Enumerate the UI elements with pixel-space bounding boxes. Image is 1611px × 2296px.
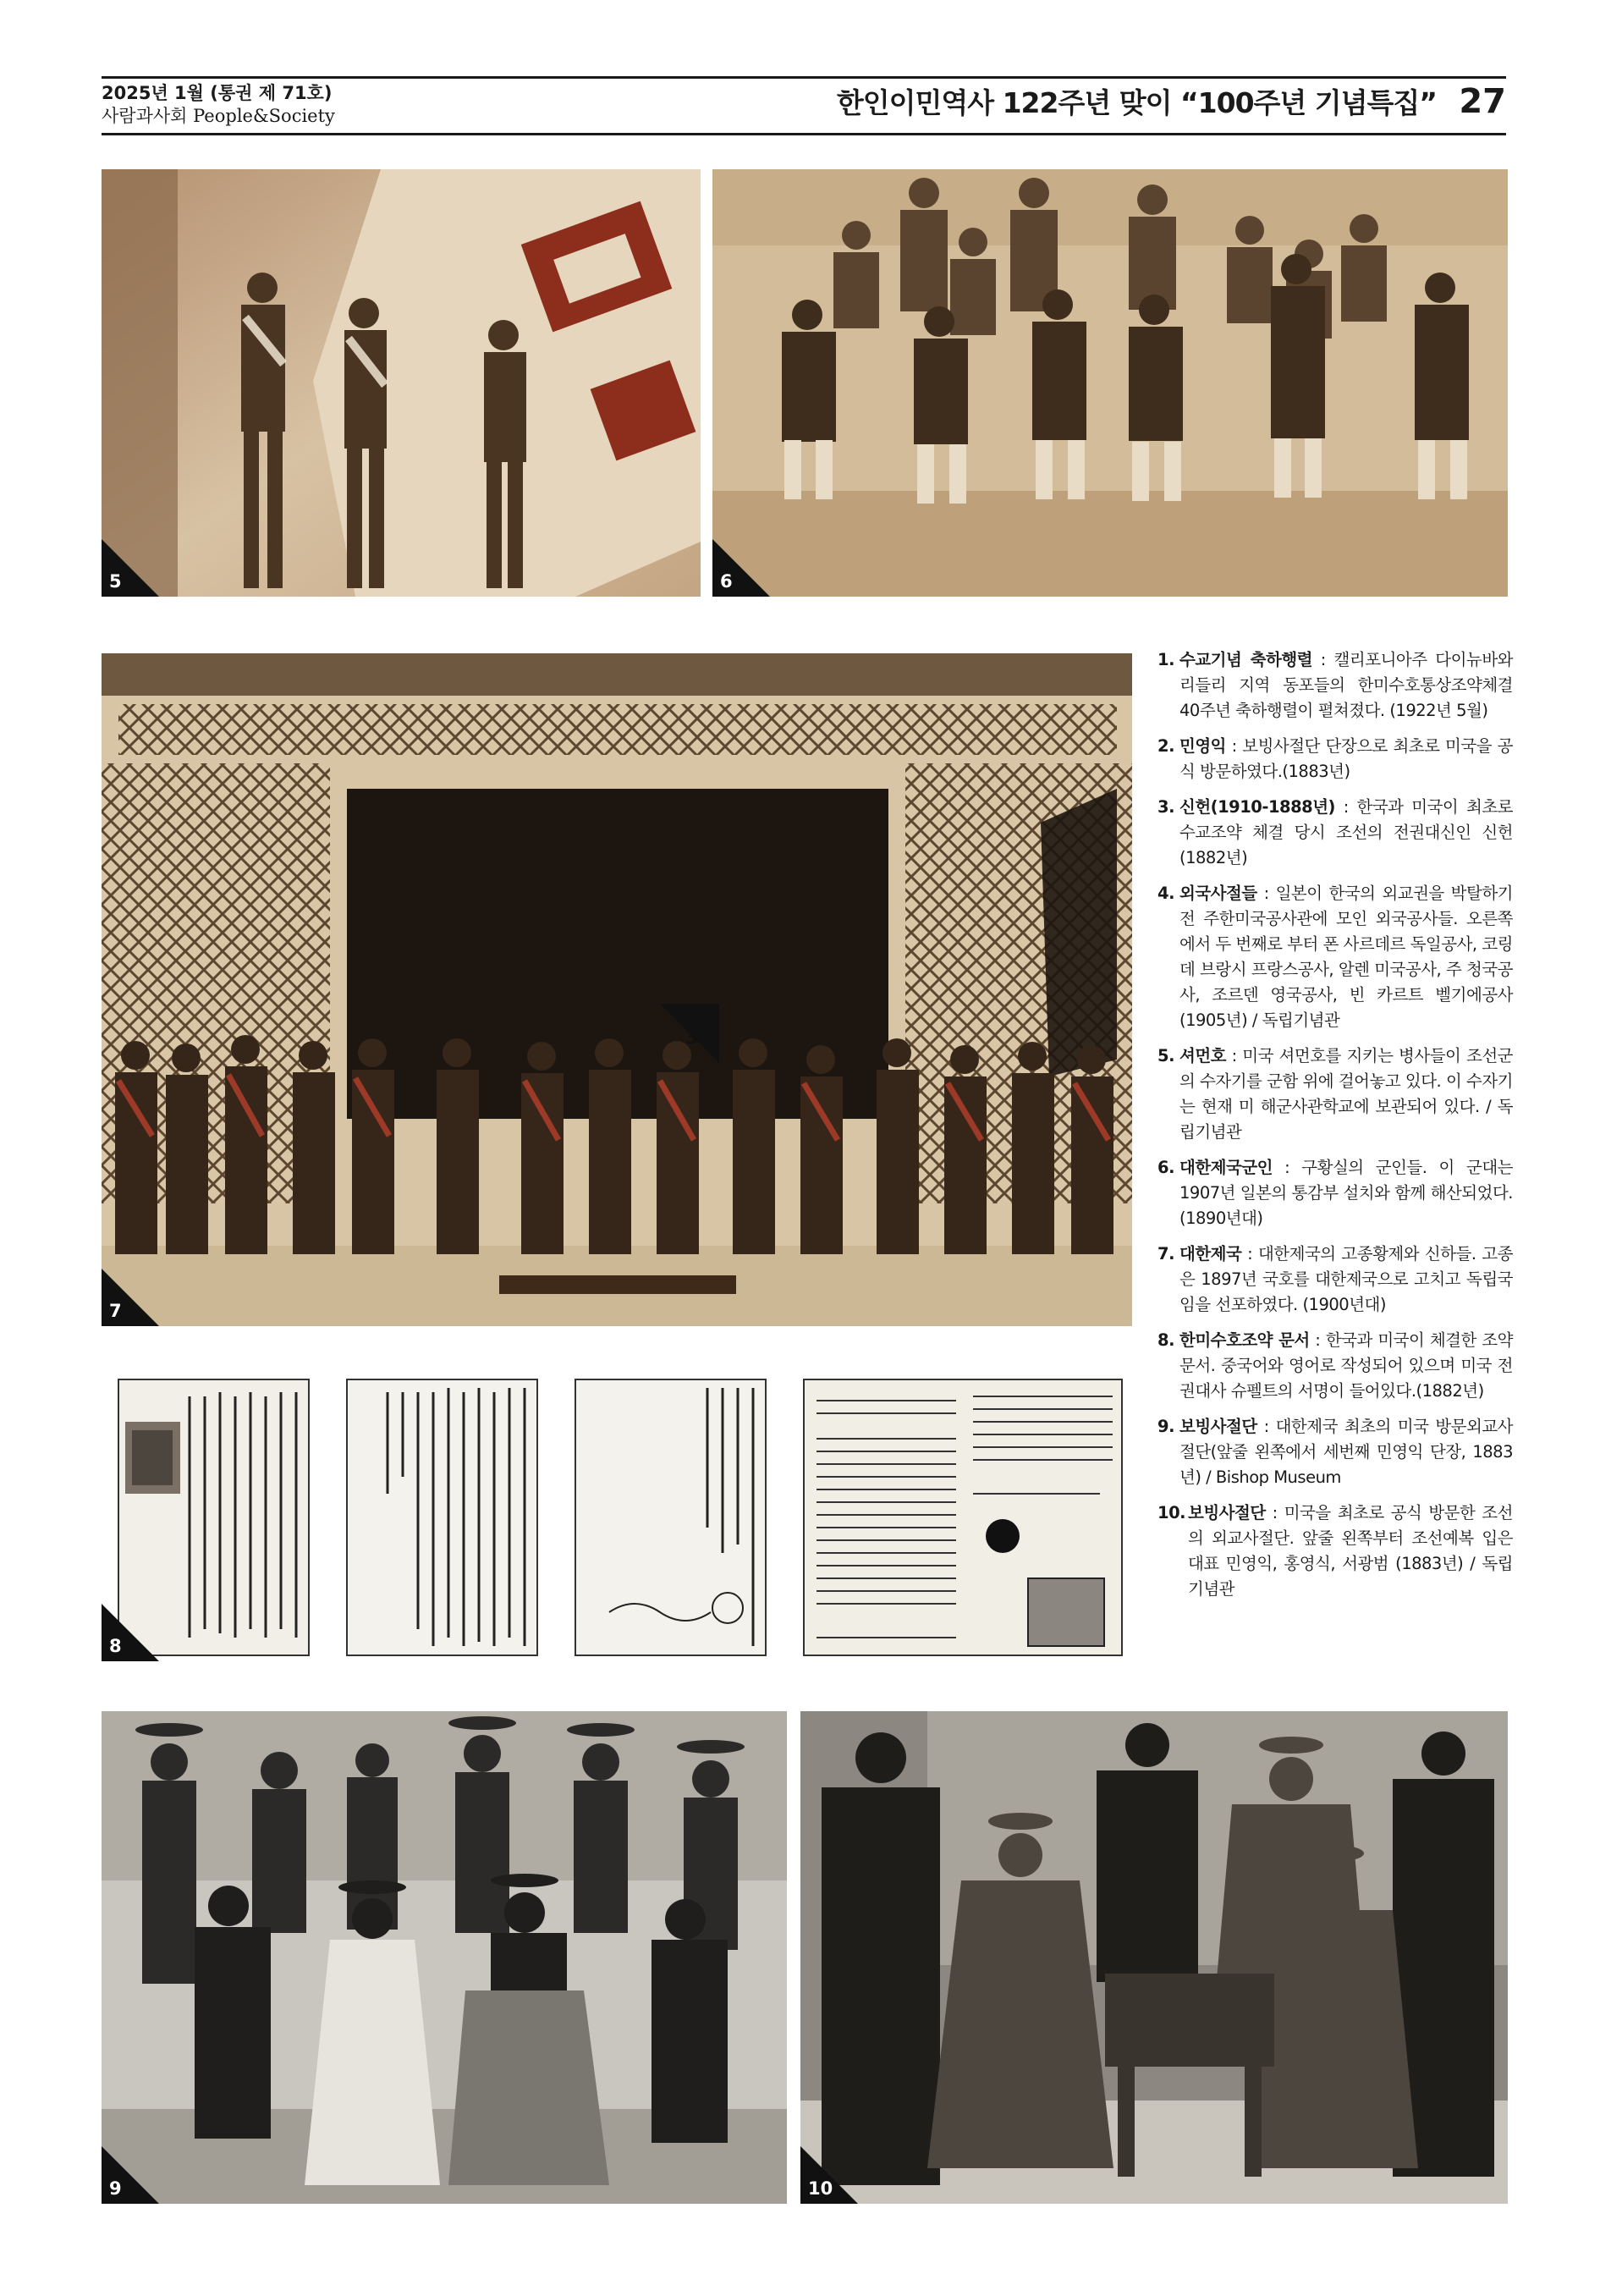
caption-item <box>1157 1242 1513 1318</box>
caption-item <box>1157 647 1513 724</box>
caption-text: : 구황실의 군인들. 이 군대는 1907년 일본의 통감부 설치와 함께 해산되었다. (1890년대) <box>1179 1158 1513 1228</box>
pointer-number: 3 <box>685 1027 699 1049</box>
badge-number: 10 <box>808 2178 833 2199</box>
caption-text: : 보빙사절단 단장으로 최초로 미국을 공식 방문하였다.(1883년) <box>1179 736 1513 781</box>
photo-3-pointer <box>660 1004 719 1063</box>
caption-text: : 캘리포니아주 다이뉴바와 리들리 지역 동포들의 한미수호통상조약체결 40주년 축하행렬이 펼쳐졌다. (1922년 5월) <box>1179 650 1513 720</box>
caption-item <box>1157 1500 1513 1602</box>
photo-8-image <box>102 1375 1132 1661</box>
photo-number-badge <box>712 539 770 597</box>
issue-info: 2025년 1월 (통권 제 71호) <box>102 83 333 103</box>
caption-item <box>1157 1328 1513 1404</box>
caption-body <box>1179 795 1513 871</box>
caption-body <box>1179 1242 1513 1318</box>
caption-number: 10. <box>1157 1503 1186 1522</box>
caption-title: 보빙사절단 <box>1179 1417 1257 1436</box>
badge-number: 9 <box>109 2178 122 2199</box>
photo-treaty-documents <box>102 1375 1132 1661</box>
caption-number: 6. <box>1157 1158 1174 1177</box>
page-number: 27 <box>1459 82 1506 121</box>
badge-number: 8 <box>109 1636 122 1656</box>
badge-number: 6 <box>720 571 733 592</box>
caption-text: : 대한제국의 고종황제와 신하들. 고종은 1897년 국호를 대한제국으로 고치고 독립국임을 선포하였다. (1900년대) <box>1179 1244 1513 1314</box>
caption-text: : 미국 셔먼호를 지키는 병사들이 조선군의 수자기를 군함 위에 걸어놓고 있다. 이 수자기는 현재 미 해군사관학교에 보관되어 있다. / 독립기념관 <box>1179 1046 1513 1142</box>
caption-body <box>1188 1500 1513 1602</box>
caption-text: : 일본이 한국의 외교권을 박탈하기 전 주한미국공사관에 모인 외국공사들. 오른쪽에서 두 번째로 부터 폰 사르데르 독일공사, 코링 데 브랑시 프랑스공사, 알렌 미국공사, 주 청국공사, 조르덴 영국공사, 빈 카르트 벨기에공사 (1905년) / 독립기념관 <box>1179 884 1513 1030</box>
caption-number: 2. <box>1157 736 1174 756</box>
photo-number-badge <box>102 539 159 597</box>
caption-text: : 한국과 미국이 체결한 조약문서. 중국어와 영어로 작성되어 있으며 미국 전권대사 슈펠트의 서명이 들어있다.(1882년) <box>1179 1330 1513 1401</box>
section-title: 한인이민역사 122주년 맞이 “100주년 기념특집” <box>836 86 1437 119</box>
photo-korean-empire-soldiers <box>712 169 1508 597</box>
caption-number: 8. <box>1157 1330 1174 1350</box>
caption-number: 3. <box>1157 797 1174 817</box>
photo-7-image <box>102 653 1132 1326</box>
caption-title: 신헌(1910-1888년) <box>1179 797 1335 817</box>
caption-title: 셔먼호 <box>1179 1046 1227 1065</box>
caption-body <box>1179 734 1513 785</box>
caption-number: 9. <box>1157 1417 1174 1436</box>
caption-item <box>1157 1155 1513 1231</box>
header-top-rule <box>102 76 1506 79</box>
caption-item <box>1157 881 1513 1033</box>
photo-sherman-soldiers <box>102 169 701 597</box>
caption-title: 보빙사절단 <box>1188 1503 1266 1522</box>
caption-title: 민영익 <box>1179 736 1227 756</box>
photo-number-badge <box>102 2146 159 2204</box>
caption-item <box>1157 1414 1513 1490</box>
caption-text: : 미국을 최초로 공식 방문한 조선의 외교사절단. 앞줄 왼쪽부터 조선예복 입은 대표 민영익, 홍영식, 서광범 (1883년) / 독립기념관 <box>1188 1503 1513 1599</box>
caption-body <box>1179 1043 1513 1145</box>
caption-number: 7. <box>1157 1244 1174 1264</box>
photo-bobingsa-mission-hawaii <box>102 1711 787 2204</box>
caption-title: 대한제국군인 <box>1179 1158 1273 1177</box>
caption-body <box>1179 881 1513 1033</box>
caption-number: 5. <box>1157 1046 1174 1065</box>
photo-number-badge <box>102 1604 159 1661</box>
caption-item <box>1157 734 1513 785</box>
photo-9-image <box>102 1711 787 2204</box>
publication-name <box>102 105 335 127</box>
caption-title: 외국사절들 <box>1179 884 1257 903</box>
caption-title: 대한제국 <box>1179 1244 1242 1264</box>
photo-number-badge <box>102 1269 159 1326</box>
photo-10-image <box>800 1711 1508 2204</box>
caption-text: : 대한제국 최초의 미국 방문외교사절단(앞줄 왼쪽에서 세번째 민영익 단장, 1883년) / Bishop Museum <box>1179 1417 1513 1487</box>
caption-list <box>1157 647 1513 1612</box>
badge-number: 5 <box>109 571 122 592</box>
photo-korean-empire-emperor <box>102 653 1132 1326</box>
caption-text: : 한국과 미국이 최초로 수교조약 체결 당시 조선의 전권대신인 신헌 (1882년) <box>1179 797 1513 867</box>
caption-body <box>1179 1414 1513 1490</box>
photo-5-image <box>102 169 701 597</box>
publication-name-en: People&Society <box>193 106 335 126</box>
caption-number: 1. <box>1157 650 1174 669</box>
caption-title: 수교기념 축하행렬 <box>1179 650 1313 669</box>
photo-number-badge <box>800 2146 858 2204</box>
photo-bobingsa-mission-formal <box>800 1711 1508 2204</box>
photo-6-image <box>712 169 1508 597</box>
caption-item <box>1157 1043 1513 1145</box>
publication-name-ko: 사람과사회 <box>102 106 188 126</box>
caption-item <box>1157 795 1513 871</box>
caption-number: 4. <box>1157 884 1174 903</box>
caption-title: 한미수호조약 문서 <box>1179 1330 1310 1350</box>
badge-number: 7 <box>109 1301 122 1321</box>
header-bottom-rule <box>102 133 1506 135</box>
caption-body <box>1179 647 1513 724</box>
caption-body <box>1179 1328 1513 1404</box>
caption-body <box>1179 1155 1513 1231</box>
